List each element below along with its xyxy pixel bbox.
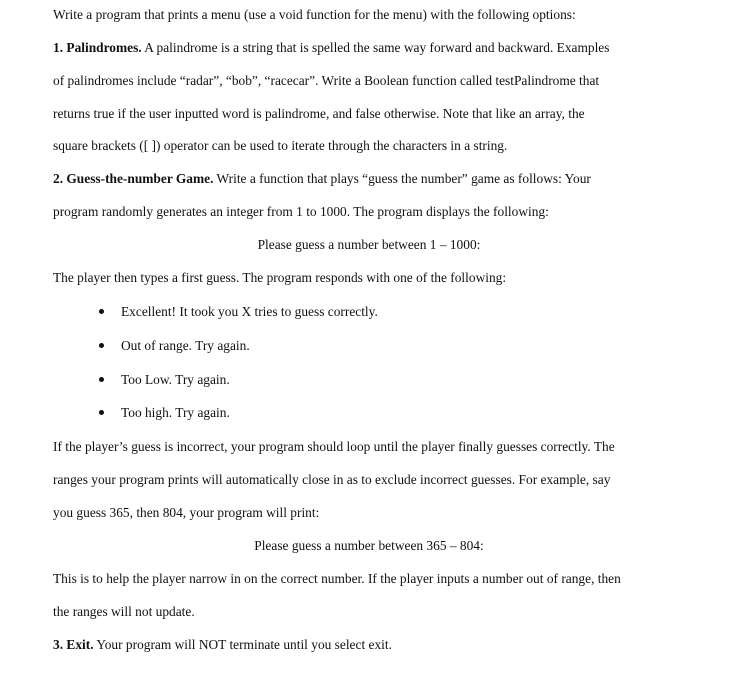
bullet-item-too-low <box>99 371 230 389</box>
palindrome-line-2: of palindromes include “radar”, “bob”, “racecar”. Write a Boolean function called testPalindrome that <box>53 73 600 88</box>
guess-line-1-rest: Write a function that plays “guess the number” game as follows: Your <box>213 171 591 186</box>
help-line-2: the ranges will not update. <box>53 604 195 619</box>
intro-text: Write a program that prints a menu (use a void function for the menu) with the following options: <box>53 7 576 22</box>
palindrome-line-1-rest: A palindrome is a string that is spelled the same way forward and backward. Examples <box>141 40 610 55</box>
palindrome-line-4: square brackets ([ ]) operator can be used to iterate through the characters in a string. <box>53 138 508 153</box>
bullet-icon <box>99 410 104 415</box>
guess-prompt-2: Please guess a number between 365 – 804: <box>254 538 484 553</box>
loop-line-3: you guess 365, then 804, your program will print: <box>53 505 320 520</box>
bullet-item-excellent <box>99 303 378 321</box>
bullet-item-label: Excellent! It took you X tries to guess correctly. <box>121 304 378 319</box>
exit-line <box>53 636 726 654</box>
bullet-icon <box>99 377 104 382</box>
palindrome-heading: 1. Palindromes. <box>53 40 142 55</box>
bullet-icon <box>99 343 104 348</box>
palindrome-line-1 <box>53 39 726 57</box>
bullet-item-label: Too Low. Try again. <box>121 372 230 387</box>
guess-line-2: program randomly generates an integer from 1 to 1000. The program displays the following: <box>53 204 549 219</box>
bullet-item-label: Too high. Try again. <box>121 405 230 420</box>
bullet-item-label: Out of range. Try again. <box>121 338 250 353</box>
bullet-icon <box>99 309 104 314</box>
guess-prompt-1: Please guess a number between 1 – 1000: <box>257 237 481 252</box>
guess-line-1 <box>53 170 726 188</box>
guess-heading: 2. Guess-the-number Game. <box>53 171 214 186</box>
bullet-item-out-of-range <box>99 337 250 355</box>
palindrome-line-3: returns true if the user inputted word is palindrome, and false otherwise. Note that like an array, the <box>53 106 585 121</box>
loop-line-2: ranges your program prints will automatically close in as to exclude incorrect guesses. For example, say <box>53 472 611 487</box>
help-line-1: This is to help the player narrow in on the correct number. If the player inputs a number out of range, then <box>53 571 621 586</box>
exit-line-rest: Your program will NOT terminate until you select exit. <box>93 637 392 652</box>
loop-line-1: If the player’s guess is incorrect, your program should loop until the player finally guesses correctly. The <box>53 439 615 454</box>
bullet-item-too-high <box>99 404 230 422</box>
guess-responds-text: The player then types a first guess. The program responds with one of the following: <box>53 270 507 285</box>
exit-heading: 3. Exit. <box>53 637 94 652</box>
